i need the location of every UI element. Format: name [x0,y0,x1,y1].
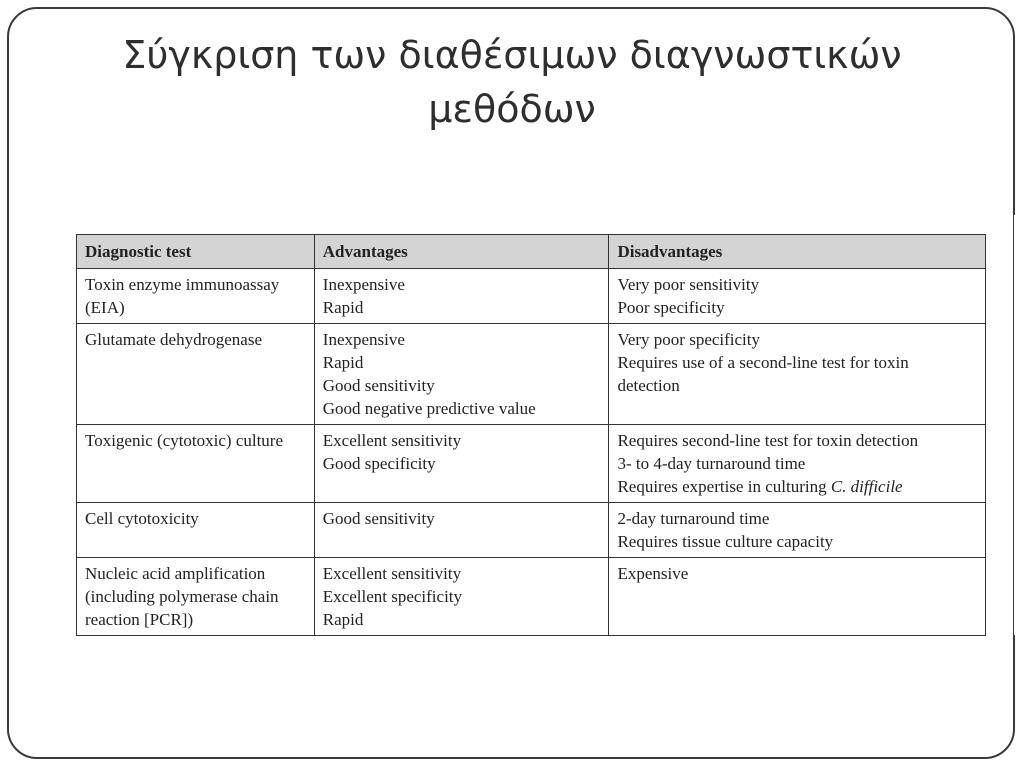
test-cell [77,503,315,558]
table-row [77,324,986,425]
test-line: reaction [PCR]) [85,610,194,629]
disadvantage-item: 2-day turnaround time [617,509,770,528]
test-line: Nucleic acid amplification [85,564,266,583]
advantages-cell [314,425,609,503]
header-disadvantages: Disadvantages [609,235,986,269]
test-cell [77,558,315,636]
test-line: Cell cytotoxicity [85,509,199,528]
disadvantages-cell [609,503,986,558]
advantages-cell [314,503,609,558]
header-advantages: Advantages [314,235,609,269]
advantage-item: Rapid [322,610,364,629]
disadvantage-item: Poor specificity [617,298,725,317]
test-line: Toxin enzyme immunoassay [85,275,280,294]
slide-title [40,28,984,136]
table-row [77,503,986,558]
disadvantages-cell [609,425,986,503]
advantage-item: Good negative predictive value [322,399,536,418]
comparison-table [76,234,986,636]
disadvantage-item: 3- to 4-day turnaround time [617,454,806,473]
advantage-item: Excellent specificity [322,587,463,606]
advantages-cell [314,269,609,324]
advantage-item: Excellent sensitivity [322,431,462,450]
disadvantage-item: Very poor specificity [617,330,761,349]
test-cell [77,324,315,425]
test-line: (including polymerase chain [85,587,279,606]
disadvantage-item: Requires tissue culture capacity [617,532,834,551]
test-line: Glutamate dehydrogenase [85,330,263,349]
disadvantage-text: Requires expertise in culturing [617,477,831,496]
organism-name: C. difficile [830,477,903,496]
advantage-item: Rapid [322,353,364,372]
disadvantage-item: Very poor sensitivity [617,275,760,294]
disadvantage-item: Expensive [617,564,689,583]
table-row [77,558,986,636]
test-line: Toxigenic (cytotoxic) culture [85,431,284,450]
advantage-item: Good sensitivity [322,376,435,395]
advantage-item: Good sensitivity [322,509,435,528]
advantages-cell [314,558,609,636]
disadvantage-item [617,475,977,498]
advantage-item: Good specificity [322,454,436,473]
advantage-item: Rapid [322,298,364,317]
test-cell [77,425,315,503]
title-line-2: μεθόδων [428,87,596,131]
table-row [77,269,986,324]
disadvantage-item: Requires use of a second-line test for toxin [617,353,909,372]
disadvantages-cell [609,269,986,324]
test-line: (EIA) [85,298,125,317]
advantage-item: Excellent sensitivity [322,564,462,583]
table-row [77,425,986,503]
disadvantage-item: detection [617,376,680,395]
title-line-1: Σύγκριση των διαθέσιμων διαγνωστικών [122,33,902,77]
advantage-item: Inexpensive [322,275,405,294]
frame-edge-gap [1014,215,1017,635]
table-header-row [77,235,986,269]
header-diagnostic-test: Diagnostic test [77,235,315,269]
disadvantage-item: Requires second-line test for toxin detection [617,431,919,450]
disadvantages-cell [609,558,986,636]
test-cell [77,269,315,324]
disadvantages-cell [609,324,986,425]
advantage-item: Inexpensive [322,330,405,349]
advantages-cell [314,324,609,425]
